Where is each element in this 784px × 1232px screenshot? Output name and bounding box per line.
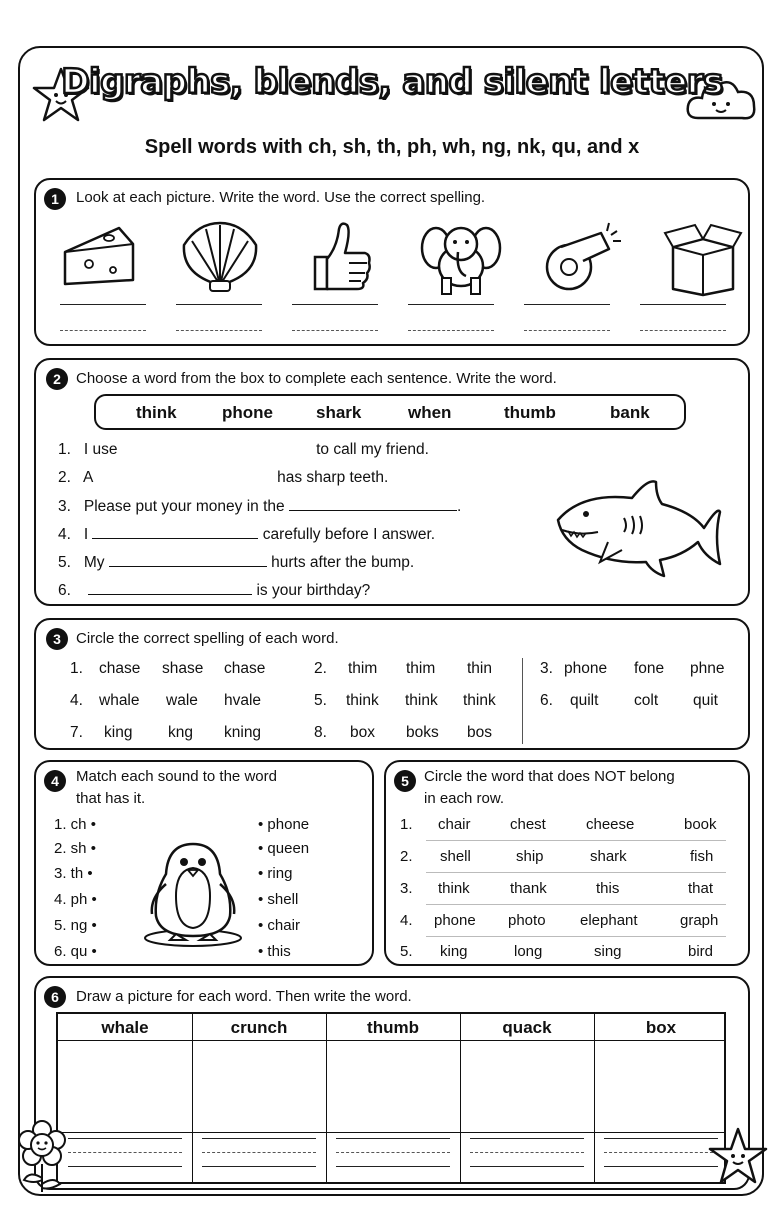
- word-item[interactable]: • ring: [258, 865, 293, 882]
- word-label: chair: [267, 917, 300, 934]
- answer-line[interactable]: [408, 304, 494, 305]
- row-word[interactable]: book: [684, 816, 717, 833]
- row-word[interactable]: elephant: [580, 912, 638, 929]
- sentence-after: to call my friend.: [316, 441, 429, 458]
- writing-line[interactable]: [336, 1166, 450, 1167]
- writing-line-dashed: [336, 1152, 450, 1153]
- sound-label: 3. th: [54, 865, 84, 882]
- writing-line[interactable]: [68, 1166, 182, 1167]
- row-word[interactable]: ship: [516, 848, 544, 865]
- spelling-option[interactable]: king: [104, 724, 133, 741]
- sentence-2: [58, 468, 388, 487]
- writing-line-dashed: [470, 1152, 584, 1153]
- sentence-number: 4.: [58, 526, 71, 543]
- answer-blank[interactable]: [92, 525, 258, 539]
- word-box-item: phone: [222, 403, 273, 422]
- row-word[interactable]: sing: [594, 943, 622, 960]
- answer-line[interactable]: [176, 304, 262, 305]
- spelling-option[interactable]: kning: [224, 724, 262, 741]
- word-box-item: thumb: [504, 403, 556, 422]
- row-number: 1.: [400, 816, 413, 833]
- section-6: [34, 976, 750, 1190]
- elephant-icon: [418, 214, 504, 300]
- word-label: this: [267, 943, 291, 960]
- row-word[interactable]: chair: [438, 816, 471, 833]
- sentence-number: 1.: [58, 441, 71, 458]
- row-word[interactable]: that: [688, 880, 714, 897]
- writing-line[interactable]: [68, 1138, 182, 1139]
- sentence-before: My: [83, 554, 105, 571]
- writing-line-dashed: [604, 1152, 718, 1153]
- section-3: [34, 618, 750, 750]
- cheese-icon: [56, 214, 142, 300]
- sound-item[interactable]: 5. ng •: [54, 917, 97, 934]
- row-word[interactable]: photo: [508, 912, 546, 929]
- row-word[interactable]: king: [440, 943, 468, 960]
- answer-line-dashed: [292, 330, 378, 331]
- row-word[interactable]: fish: [690, 848, 714, 865]
- penguin-icon: [140, 838, 246, 948]
- word-item[interactable]: • queen: [258, 840, 310, 857]
- section-number: 6: [44, 986, 66, 1008]
- word-label: queen: [267, 840, 310, 857]
- sentence-number: 3.: [58, 498, 71, 515]
- section-number: 1: [44, 188, 66, 210]
- spelling-option[interactable]: think: [346, 692, 379, 709]
- sentence-after: is your birthday?: [256, 582, 371, 599]
- spelling-option[interactable]: wale: [166, 692, 198, 709]
- item-number: 1.: [70, 660, 83, 677]
- answer-line-dashed: [176, 330, 262, 331]
- item-number: 3.: [540, 660, 553, 677]
- smiling-star-icon: [706, 1126, 770, 1188]
- section-5: [384, 760, 750, 966]
- writing-line[interactable]: [202, 1166, 316, 1167]
- row-number: 3.: [400, 880, 413, 897]
- answer-blank[interactable]: [88, 581, 252, 595]
- word-item[interactable]: • phone: [258, 816, 310, 833]
- picture-row: [56, 214, 746, 304]
- item-number: 6.: [540, 692, 553, 709]
- word-box-item: shark: [316, 403, 362, 422]
- word-box-item: when: [408, 403, 452, 422]
- row-divider: [426, 840, 726, 841]
- spelling-option[interactable]: whale: [99, 692, 140, 709]
- shell-icon: [177, 214, 263, 300]
- section-number: 5: [394, 770, 416, 792]
- row-word[interactable]: phone: [434, 912, 476, 929]
- drawing-area[interactable]: [594, 1042, 728, 1132]
- sentence-after: .: [456, 498, 462, 515]
- sound-label: 6. qu: [54, 943, 88, 960]
- spelling-option[interactable]: quilt: [570, 692, 599, 709]
- column-header: whale: [101, 1018, 149, 1037]
- spelling-option[interactable]: boks: [406, 724, 439, 741]
- answer-blank[interactable]: [122, 440, 312, 454]
- column-header: box: [645, 1018, 677, 1037]
- row-divider: [426, 936, 726, 937]
- item-number: 8.: [314, 724, 327, 741]
- section-2: [34, 358, 750, 606]
- row-divider: [426, 872, 726, 873]
- shark-icon: [552, 476, 724, 594]
- sentence-after: carefully before I answer.: [262, 526, 436, 543]
- sentence-before: I: [83, 526, 89, 543]
- row-word[interactable]: think: [438, 880, 470, 897]
- sentence-before: A: [83, 469, 93, 486]
- flower-icon: [12, 1118, 72, 1194]
- writing-line[interactable]: [604, 1138, 718, 1139]
- sentence-6: [58, 581, 370, 600]
- row-number: 5.: [400, 943, 413, 960]
- sound-item[interactable]: 1. ch •: [54, 816, 96, 833]
- section-instruction: Circle the correct spelling of each word.: [76, 630, 339, 647]
- answer-line[interactable]: [640, 304, 726, 305]
- row-word[interactable]: long: [514, 943, 543, 960]
- word-label: phone: [267, 816, 310, 833]
- word-item[interactable]: • shell: [258, 891, 299, 908]
- row-word[interactable]: graph: [680, 912, 719, 929]
- answer-line-dashed: [640, 330, 726, 331]
- drawing-area[interactable]: [326, 1042, 460, 1132]
- column-header: crunch: [230, 1018, 288, 1037]
- row-word[interactable]: shark: [590, 848, 627, 865]
- section-instruction: Match each sound to the word: [76, 768, 277, 785]
- spelling-option[interactable]: phone: [564, 660, 608, 677]
- sound-label: 4. ph: [54, 891, 88, 908]
- sentence-after: has sharp teeth.: [277, 469, 389, 486]
- spelling-option[interactable]: quit: [693, 692, 718, 709]
- spelling-option[interactable]: think: [463, 692, 496, 709]
- writing-line-dashed: [68, 1152, 182, 1153]
- item-number: 5.: [314, 692, 327, 709]
- answer-blank[interactable]: [97, 468, 273, 482]
- spelling-option[interactable]: thin: [467, 660, 492, 677]
- row-divider: [58, 1132, 724, 1133]
- writing-line[interactable]: [470, 1138, 584, 1139]
- section-instruction: Look at each picture. Write the word. Use the correct spelling.: [76, 189, 486, 206]
- drawing-area[interactable]: [460, 1042, 594, 1132]
- sentence-5: [58, 553, 414, 572]
- sound-label: 1. ch: [54, 816, 87, 833]
- section-4: [34, 760, 374, 966]
- writing-line[interactable]: [336, 1138, 450, 1139]
- sound-item[interactable]: 3. th •: [54, 865, 93, 882]
- section-instruction: in each row.: [424, 790, 505, 807]
- sentence-3: [58, 497, 461, 516]
- spelling-option[interactable]: thim: [406, 660, 436, 677]
- word-label: shell: [267, 891, 299, 908]
- answer-line-dashed: [60, 330, 146, 331]
- spelling-option[interactable]: fone: [634, 660, 665, 677]
- spelling-option[interactable]: phne: [690, 660, 725, 677]
- item-number: 4.: [70, 692, 83, 709]
- item-number: 2.: [314, 660, 327, 677]
- writing-line[interactable]: [202, 1138, 316, 1139]
- sentence-1: [58, 440, 429, 459]
- word-label: ring: [267, 865, 293, 882]
- word-box: [94, 394, 686, 430]
- spelling-option[interactable]: kng: [168, 724, 193, 741]
- box-icon: [660, 214, 746, 300]
- drawing-area[interactable]: [58, 1042, 192, 1132]
- section-number: 3: [46, 628, 68, 650]
- sound-label: 5. ng: [54, 917, 88, 934]
- row-word[interactable]: thank: [510, 880, 547, 897]
- row-number: 2.: [400, 848, 413, 865]
- sentence-before: I use: [83, 441, 118, 458]
- spelling-option[interactable]: chase: [224, 660, 266, 677]
- answer-line-dashed: [408, 330, 494, 331]
- sentence-number: 5.: [58, 554, 71, 571]
- spelling-option[interactable]: bos: [467, 724, 492, 741]
- section-instruction: Circle the word that does NOT belong: [424, 768, 675, 785]
- table-header-rule: [58, 1040, 724, 1041]
- section-instruction: Choose a word from the box to complete each sentence. Write the word.: [76, 370, 557, 387]
- column-header: thumb: [367, 1018, 419, 1037]
- sentence-4: [58, 525, 435, 544]
- spelling-option[interactable]: shase: [162, 660, 204, 677]
- answer-line[interactable]: [524, 304, 610, 305]
- answer-blank[interactable]: [289, 497, 457, 511]
- writing-line[interactable]: [470, 1166, 584, 1167]
- section-instruction: Draw a picture for each word. Then write the word.: [76, 988, 412, 1005]
- drawing-area[interactable]: [192, 1042, 326, 1132]
- sound-item[interactable]: 6. qu •: [54, 943, 97, 960]
- page-subtitle: Spell words with ch, sh, th, ph, wh, ng, nk, qu, and x: [144, 136, 640, 158]
- whistle-icon: [539, 214, 625, 300]
- spelling-option[interactable]: thim: [348, 660, 378, 677]
- section-number: 2: [46, 368, 68, 390]
- sound-item[interactable]: 2. sh •: [54, 840, 96, 857]
- row-word[interactable]: cheese: [586, 816, 635, 833]
- section-number: 4: [44, 770, 66, 792]
- spelling-option[interactable]: chase: [99, 660, 141, 677]
- row-word[interactable]: chest: [510, 816, 546, 833]
- spelling-option[interactable]: box: [350, 724, 375, 741]
- row-number: 4.: [400, 912, 413, 929]
- sentence-number: 2.: [58, 469, 71, 486]
- writing-line-dashed: [202, 1152, 316, 1153]
- spelling-option[interactable]: colt: [634, 692, 659, 709]
- drawing-table: [56, 1012, 726, 1184]
- sentence-after: hurts after the bump.: [271, 554, 415, 571]
- answer-line[interactable]: [292, 304, 378, 305]
- item-number: 7.: [70, 724, 83, 741]
- answer-blank[interactable]: [109, 553, 267, 567]
- sentence-number: 6.: [58, 582, 71, 599]
- page-title: Digraphs, blends, and silent letters: [61, 62, 723, 102]
- section-1: [34, 178, 750, 346]
- word-box-item: think: [136, 403, 177, 422]
- column-divider: [522, 658, 523, 744]
- writing-line[interactable]: [604, 1166, 718, 1167]
- spelling-option[interactable]: think: [405, 692, 438, 709]
- row-word[interactable]: this: [596, 880, 620, 897]
- sentence-before: Please put your money in the: [83, 498, 285, 515]
- sound-item[interactable]: 4. ph •: [54, 891, 97, 908]
- row-word[interactable]: bird: [688, 943, 714, 960]
- word-item[interactable]: • this: [258, 943, 291, 960]
- spelling-option[interactable]: hvale: [224, 692, 262, 709]
- column-header: quack: [502, 1018, 552, 1037]
- word-box-item: bank: [610, 403, 650, 422]
- row-divider: [426, 904, 726, 905]
- thumb-icon: [298, 214, 384, 300]
- row-word[interactable]: shell: [440, 848, 471, 865]
- answer-line[interactable]: [60, 304, 146, 305]
- word-item[interactable]: • chair: [258, 917, 300, 934]
- sound-label: 2. sh: [54, 840, 87, 857]
- section-instruction: that has it.: [76, 790, 146, 807]
- answer-line-dashed: [524, 330, 610, 331]
